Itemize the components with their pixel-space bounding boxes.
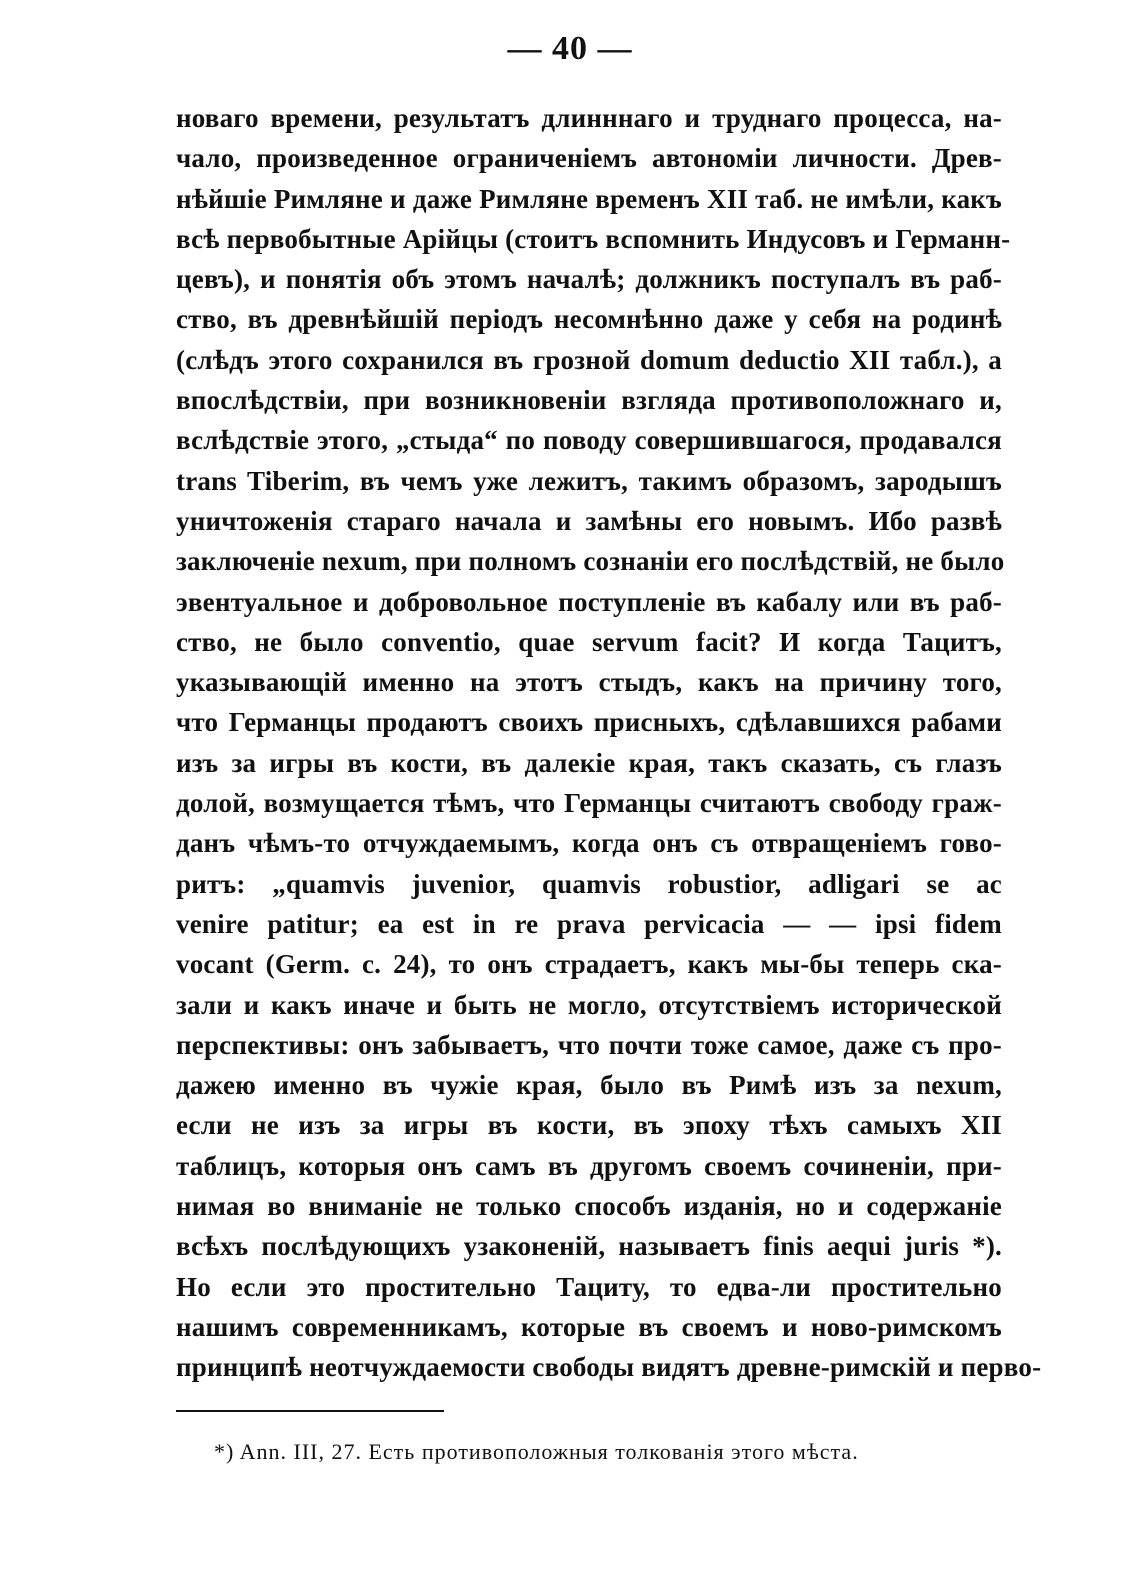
text-line: таблицъ, которыя онъ самъ въ другомъ своемъ сочиненіи, при-	[176, 1150, 1002, 1181]
page-number: — 40 —	[507, 30, 633, 67]
text-line: нѣйшіе Римляне и даже Римляне временъ XII таб. не имѣли, какъ	[176, 183, 1002, 214]
text-line: ство, въ древнѣйшій періодъ несомнѣнно даже у себя на родинѣ	[176, 304, 1002, 335]
text-line: изъ за игры въ кости, въ далекіе края, такъ сказать, съ глазъ	[176, 747, 1002, 778]
text-line: всѣхъ послѣдующихъ узаконеній, называетъ finis aequi juris *).	[176, 1231, 1002, 1262]
text-line: данъ чѣмъ-то отчуждаемымъ, когда онъ съ отвращеніемъ гово-	[176, 828, 1002, 859]
text-line: новаго времени, результатъ длинннаго и труднаго процесса, на-	[176, 103, 1002, 133]
text-line: указывающій именно на этотъ стыдъ, какъ на причину того,	[176, 667, 1002, 698]
text-line: дажею именно въ чужіе края, было въ Римѣ изъ за nexum,	[176, 1070, 1002, 1101]
text-line: если не изъ за игры въ кости, въ эпоху тѣхъ самыхъ XII	[176, 1110, 1002, 1141]
text-line: перспективы: онъ забываетъ, что почти тоже самое, даже съ про-	[176, 1029, 1002, 1060]
text-line: цевъ), и понятія объ этомъ началѣ; должникъ поступалъ въ раб-	[176, 264, 1002, 295]
text-line: всѣ первобытные Арійцы (стоитъ вспомнить Индусовъ и Германн-	[176, 223, 1011, 254]
text-line: (слѣдъ этого сохранился въ грозной domum deductio XII табл.), а	[176, 344, 1002, 375]
text-line: зали и какъ иначе и быть не могло, отсутствіемъ исторической	[176, 989, 1002, 1020]
text-line: чало, произведенное ограниченіемъ автономіи личности. Древ-	[176, 143, 1002, 174]
text-line: эвентуальное и добровольное поступленіе въ кабалу или въ раб-	[176, 586, 1002, 617]
text-line: trans Tiberim, въ чемъ уже лежитъ, такимъ образомъ, зародышъ	[176, 465, 1002, 496]
text-line: заключеніе nexum, при полномъ сознаніи его послѣдствій, не было	[176, 546, 1005, 577]
footnote-divider	[176, 1410, 444, 1412]
text-line: venire patitur; ea est in re prava pervicacia — — ipsi fidem	[176, 908, 1002, 939]
text-line: долой, возмущается тѣмъ, что Германцы считаютъ свободу граж-	[176, 788, 1002, 819]
text-line: принципѣ неотчуждаемости свободы видятъ древне-римскій и перво-	[176, 1352, 1042, 1383]
text-line: нимая во вниманіе не только способъ изданія, но и содержаніе	[176, 1191, 1002, 1222]
text-line: нашимъ современникамъ, которые въ своемъ и ново-римскомъ	[176, 1311, 1002, 1342]
text-line: что Германцы продаютъ своихъ присныхъ, сдѣлавшихся рабами	[176, 707, 1002, 738]
text-line: уничтоженія стараго начала и замѣны его новымъ. Ибо развѣ	[176, 505, 1002, 536]
text-line: ритъ: „quamvis juvenior, quamvis robustior, adligari se ac	[176, 868, 1002, 899]
text-line: ство, не было conventio, quae servum facit? И когда Тацитъ,	[176, 626, 1002, 657]
text-line: vocant (Germ. c. 24), то онъ страдаетъ, какъ мы-бы теперь ска-	[176, 949, 1002, 980]
text-line: вслѣдствіе этого, „стыда“ по поводу совершившагося, продавался	[176, 425, 1002, 456]
footnote: *) Ann. III, 27. Есть противоположныя толкованія этого мѣста.	[214, 1439, 859, 1464]
text-line: Но если это простительно Тациту, то едва-ли простительно	[176, 1271, 1002, 1302]
text-line: впослѣдствіи, при возникновеніи взгляда противоположнаго и,	[176, 385, 1002, 416]
body-text	[176, 98, 1042, 1388]
